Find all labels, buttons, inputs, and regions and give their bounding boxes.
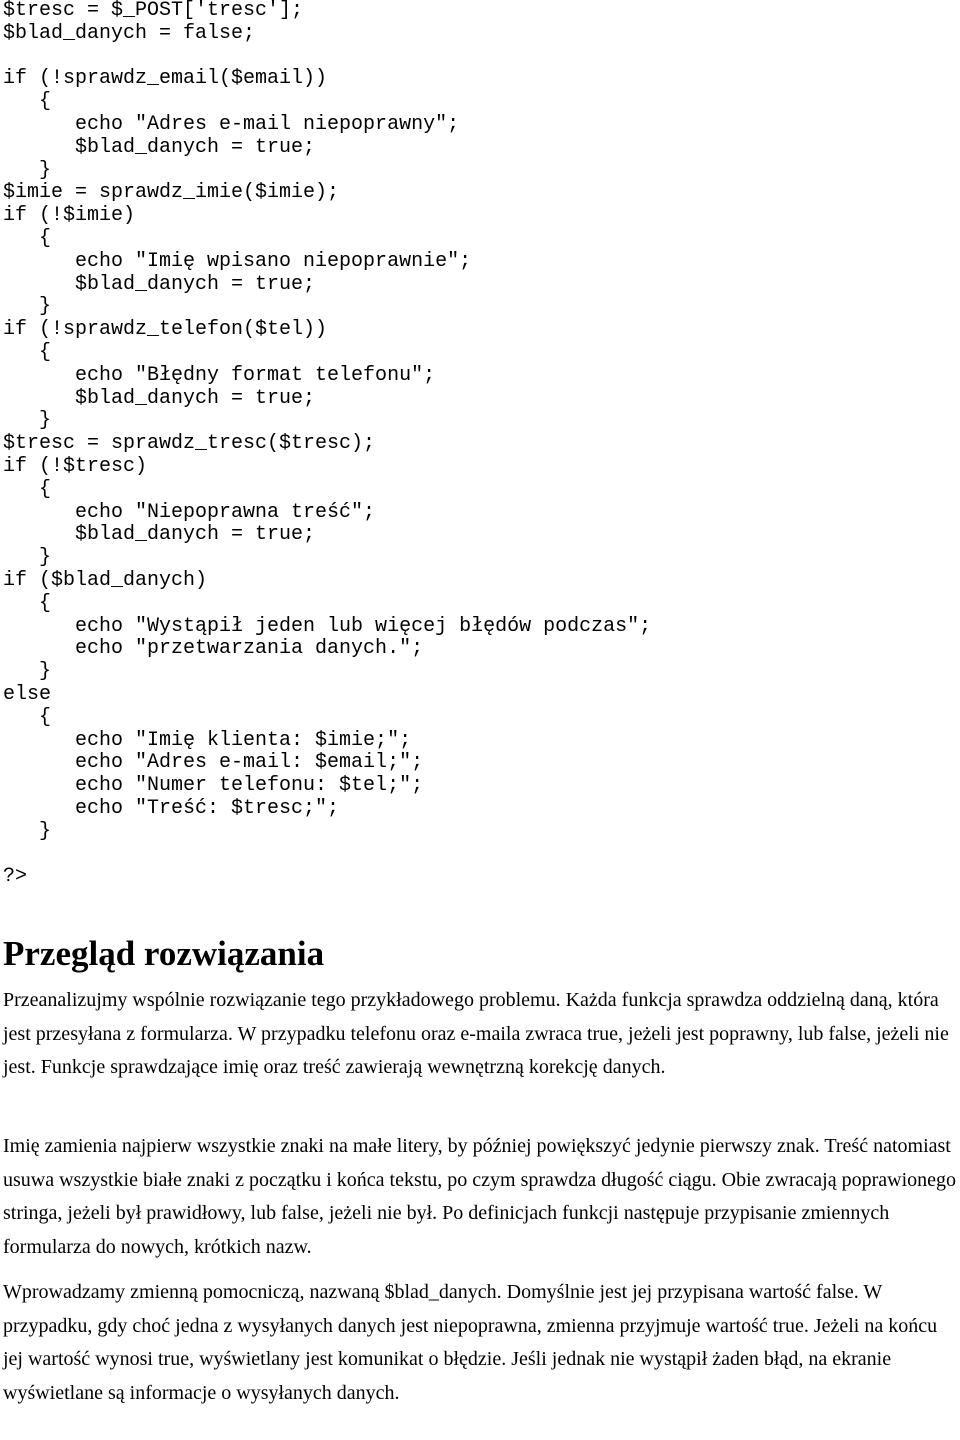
php-code-block [3, 0, 651, 889]
code-line: if (!$tresc) [3, 454, 148, 478]
code-line: { [3, 340, 52, 364]
code-line: $blad_danych = true; [3, 386, 316, 410]
code-line: echo "Niepoprawna treść"; [3, 500, 376, 524]
code-line: } [3, 819, 52, 843]
code-line: if ($blad_danych) [3, 568, 208, 592]
code-line: echo "przetwarzania danych."; [3, 637, 424, 661]
code-line: if (!sprawdz_email($email)) [3, 67, 328, 91]
code-line [3, 843, 651, 866]
paragraph-overview: Przeanalizujmy wspólnie rozwiązanie tego przykładowego problemu. Każda funkcja sprawdza oddzielną daną, która jest przesyłana z formularza. W przypadku telefonu oraz e-maila zwraca true, jeżeli jest poprawny, lub false, jeżeli nie jest. Funkcje sprawdzające imię oraz treść zawierają wewnętrzną korekcję danych. [3, 989, 949, 1079]
code-line: if (!sprawdz_telefon($tel)) [3, 318, 328, 342]
code-line: $blad_danych = true; [3, 272, 316, 296]
code-line: $imie = sprawdz_imie($imie); [3, 181, 340, 205]
code-line: echo "Imię klienta: $imie;"; [3, 728, 412, 752]
code-line [3, 46, 651, 69]
code-line: $blad_danych = true; [3, 135, 316, 159]
code-line: { [3, 705, 52, 729]
code-line: $blad_danych = true; [3, 523, 316, 547]
code-line: echo "Wystąpił jeden lub więcej błędów podczas"; [3, 614, 652, 638]
code-line: { [3, 477, 52, 501]
paragraph-functions: Imię zamienia najpierw wszystkie znaki na małe litery, by później powiększyć jedynie pierwszy znak. Treść natomiast usuwa wszystkie białe znaki z początku i końca tekstu, po czym sprawdza długość ciągu. Obie zwracają poprawionego stringa, jeżeli był prawidłowy, lub false, jeżeli nie był. Po definicjach funkcji następuje przypisanie zmiennych formularza do nowych, krótkich nazw. [3, 1135, 956, 1258]
paragraph-error-flag: Wprowadzamy zmienną pomocniczą, nazwaną $blad_danych. Domyślnie jest jej przypisana wartość false. W przypadku, gdy choć jedna z wysyłanych danych jest niepoprawna, zmienna przyjmuje wartość true. Jeżeli na końcu jej wartość wynosi true, wyświetlany jest komunikat o błędzie. Jeśli jednak nie wystąpił żaden błąd, na ekranie wyświetlane są informacje o wysyłanych danych. [3, 1281, 938, 1404]
code-line: ?> [3, 865, 28, 889]
code-line: echo "Adres e-mail niepoprawny"; [3, 112, 460, 136]
code-line: } [3, 295, 52, 319]
code-line: echo "Numer telefonu: $tel;"; [3, 774, 424, 798]
code-line: echo "Błędny format telefonu"; [3, 363, 436, 387]
code-line: if (!$imie) [3, 204, 136, 228]
code-line: echo "Treść: $tresc;"; [3, 796, 340, 820]
section-heading: Przegląd rozwiązania [3, 934, 325, 973]
code-line: { [3, 90, 52, 114]
code-line: echo "Adres e-mail: $email;"; [3, 751, 424, 775]
code-line: } [3, 660, 52, 684]
code-line: { [3, 226, 52, 250]
code-line: $tresc = $_POST['tresc']; [3, 0, 304, 22]
code-line: else [3, 682, 52, 706]
code-line: $tresc = sprawdz_tresc($tresc); [3, 432, 376, 456]
code-line: $blad_danych = false; [3, 21, 256, 45]
code-line: } [3, 409, 52, 433]
code-line: { [3, 591, 52, 615]
code-line: } [3, 158, 52, 182]
code-line: } [3, 546, 52, 570]
code-line: echo "Imię wpisano niepoprawnie"; [3, 249, 472, 273]
